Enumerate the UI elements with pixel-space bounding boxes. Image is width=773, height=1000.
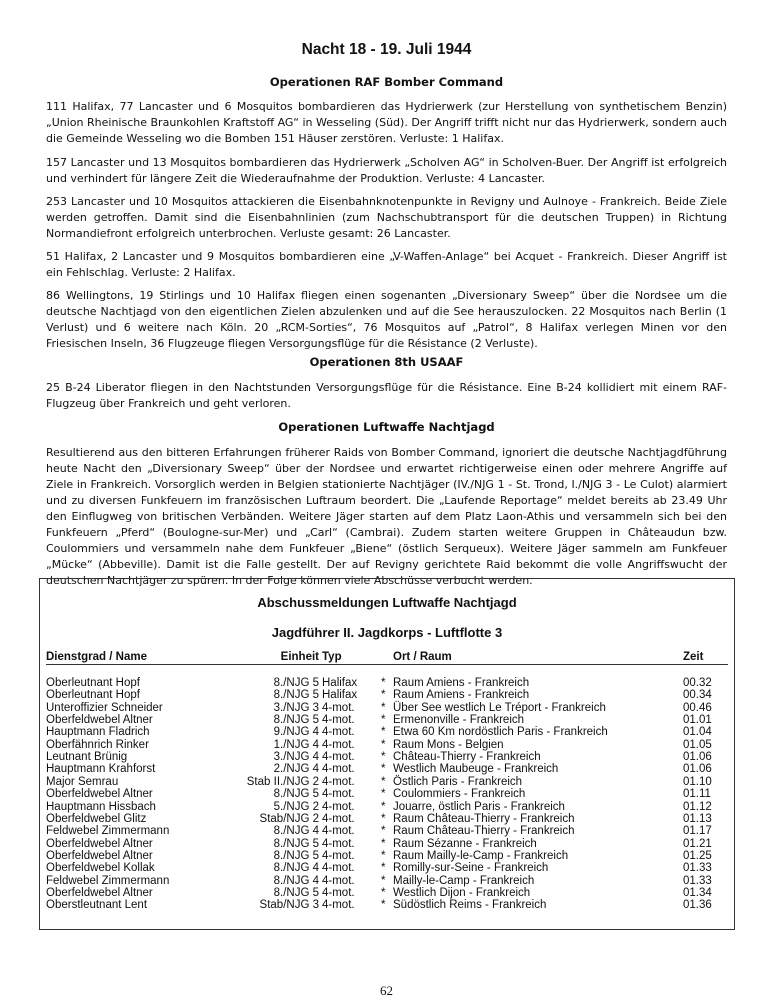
cell-marker: * [381,800,386,813]
paragraph-diversionary-sweep: 86 Wellingtons, 19 Stirlings und 10 Halifax fliegen einen sogenanten „Diversionary Sweep“ über die Nordsee um die deutsche Nachtjagd von den eigentlichen Zielen abzulenken und auf die See herauszulocken. 22 Mosquitos nach Berlin (1 Verlust) und 6 weitere nach Köln. 20 „RCM-Sorties“, 76 Mosquitos auf „Patrol“, 8 Halifax verlegen Minen vor den Friesischen Inseln, 36 Flugzeuge fliegen Versorgungsflüge für die Résistance (2 Verluste). [46,289,727,350]
cell-typ: 4-mot. [322,714,355,727]
table-row [0,788,773,801]
cell-zeit: 01.36 [683,899,712,912]
cell-unit: 9./NJG 4 [273,726,319,739]
cell-typ: 4-mot. [322,800,355,813]
table-row [0,677,773,690]
cell-unit: Stab II./NJG 2 [246,775,319,788]
cell-ort: Östlich Paris - Frankreich [393,775,523,788]
cell-zeit: 00.32 [683,677,712,689]
table-subtitle: Jagdführer II. Jagdkorps - Luftflotte 3 [271,625,503,640]
cell-zeit: 01.21 [683,837,712,850]
header-ort: Ort / Raum [393,651,452,663]
cell-marker: * [381,899,386,912]
cell-name: Hauptmann Krahforst [46,763,156,776]
cell-zeit: 01.13 [683,812,712,825]
cell-typ: 4-mot. [322,837,355,850]
cell-ort: Château-Thierry - Frankreich [393,751,541,764]
cell-zeit: 01.06 [683,751,712,764]
cell-zeit: 01.11 [683,788,711,801]
cell-marker: * [381,701,386,714]
cell-unit: 3./NJG 3 [273,701,319,714]
cell-marker: * [381,714,386,727]
cell-marker: * [381,788,386,801]
cell-name: Oberstleutnant Lent [46,899,148,912]
page-number: 62 [380,983,393,998]
table-row [0,887,773,900]
cell-ort: Jouarre, östlich Paris - Frankreich [393,800,565,813]
cell-name: Oberfeldwebel Altner [46,714,153,727]
cell-marker: * [381,886,386,899]
page-title: Nacht 18 - 19. Juli 1944 [301,41,472,58]
table-row [0,689,773,702]
cell-typ: 4-mot. [322,775,355,788]
cell-unit: Stab/NJG 2 [259,812,319,825]
cell-marker: * [381,849,386,862]
table-row [0,801,773,814]
cell-unit: 5./NJG 2 [273,800,319,813]
cell-zeit: 01.33 [683,874,712,887]
cell-typ: 4-mot. [322,751,355,764]
paragraph-scholven: 157 Lancaster und 13 Mosquitos bombardieren das Hydrierwerk „Scholven AG“ in Scholven-Buer. Der Angriff ist erfolgreich und verhindert für längere Zeit die Wiederaufnahme der Produktion. Verluste: 4 Lancaster. [46,156,727,185]
cell-unit: 8./NJG 5 [273,788,319,801]
cell-ort: Westlich Dijon - Frankreich [393,886,531,899]
cell-name: Major Semrau [46,775,119,788]
table-row [0,838,773,851]
cell-name: Hauptmann Fladrich [46,726,150,739]
cell-ort: Raum Amiens - Frankreich [393,677,530,689]
cell-unit: 1./NJG 4 [273,738,319,751]
cell-zeit: 00.46 [683,701,712,714]
section-heading-bomber-command: Operationen RAF Bomber Command [269,75,504,89]
cell-name: Feldwebel Zimmermann [46,825,170,838]
cell-marker: * [381,751,386,764]
cell-unit: 8./NJG 5 [273,714,319,727]
paragraph-nachtjagd: Resultierend aus den bitteren Erfahrungen früherer Raids von Bomber Command, ignoriert die deutsche Nachtjagdführung heute Nacht den „Diversionary Sweep“ über der Nordsee und erwartet richtigerweise einen oder mehrere Angriffe auf Ziele in Frankreich. Vorsorglich werden in Belgien stationierte Nachtjäger (IV./NJG 1 - St. Trond, I./NJG 3 - Le Culot) alarmiert und zu diversen Funkfeuern im französischen Luftraum beordert. Die „Laufende Reportage“ meldet bereits ab 23.49 Uhr den Einflugweg von britischen Verbänden. Weitere Jäger starten auf dem Platz Laon-Athis und versammeln sich bei den Funkfeuern „Pferd“ (Boulogne-sur-Mer) und „Carl“ (Cambrai). Zudem starten weitere Gruppen in Châteaudun bzw. Coulommiers und versammeln nahe dem Funkfeuer „Biene“ (östlich Serqueux). Weitere Jäger sammeln am Funkfeuer „Mücke“ (Abbeville). Damit ist die Falle gestellt. Der auf Revigny gerichtete Raid bekommt die volle Angriffswucht der deutschen Nachtjäger zu spüren. In der Folge können viele Abschüsse verbucht werden. [46,446,727,587]
table-row [0,899,773,912]
cell-ort: Über See westlich Le Tréport - Frankreich [393,701,606,714]
cell-ort: Westlich Maubeuge - Frankreich [393,763,559,776]
cell-ort: Raum Château-Thierry - Frankreich [393,812,575,825]
cell-zeit: 01.25 [683,849,712,862]
cell-typ: 4-mot. [322,726,355,739]
cell-ort: Raum Mons - Belgien [393,738,504,751]
cell-unit: 8./NJG 4 [273,825,319,838]
cell-name: Oberfeldwebel Altner [46,788,153,801]
cell-typ: 4-mot. [322,862,355,875]
cell-name: Oberfeldwebel Altner [46,849,153,862]
header-unit: Einheit [280,651,319,663]
cell-ort: Raum Amiens - Frankreich [393,689,530,702]
cell-name: Unteroffizier Schneider [46,701,163,714]
cell-name: Oberfeldwebel Glitz [46,812,147,825]
table-row [0,702,773,715]
table-row [0,739,773,752]
paragraph-wesseling: 111 Halifax, 77 Lancaster und 6 Mosquitos bombardieren das Hydrierwerk (zur Herstellung von synthetischem Benzin) „Union Rheinische Braunkohlen Kraftstoff AG“ in Wesseling (Süd). Der Angriff trifft nicht nur das Hydrierwerk, sondern auch die Gemeinde Wesseling wo die Bomben 151 Häuser zerstören. Verluste: 1 Halifax. [46,100,727,145]
cell-zeit: 00.34 [683,689,712,702]
table-row [0,751,773,764]
cell-marker: * [381,775,386,788]
cell-name: Feldwebel Zimmermann [46,874,170,887]
table-header [0,651,773,665]
cell-typ: Halifax [322,689,358,702]
cell-unit: 8./NJG 5 [273,677,319,689]
cell-typ: 4-mot. [322,886,355,899]
cell-unit: 3./NJG 4 [273,751,319,764]
cell-name: Oberleutnant Hopf [46,677,140,689]
paragraph-acquet: 51 Halifax, 2 Lancaster und 9 Mosquitos bombardieren eine „V-Waffen-Anlage“ bei Acquet - Frankreich. Dieser Angriff ist ein Fehlschlag. Verluste: 2 Halifax. [46,250,727,279]
cell-name: Oberfeldwebel Altner [46,886,153,899]
cell-ort: Raum Château-Thierry - Frankreich [393,825,575,838]
cell-name: Leutnant Brünig [46,751,128,764]
cell-unit: 2./NJG 4 [273,763,319,776]
table-title: Abschussmeldungen Luftwaffe Nachtjagd [257,595,517,610]
cell-marker: * [381,874,386,887]
cell-marker: * [381,726,386,739]
cell-ort: Ermenonville - Frankreich [393,714,525,727]
cell-typ: 4-mot. [322,788,355,801]
table-row [0,726,773,739]
table-row [0,875,773,888]
header-name: Dienstgrad / Name [46,651,147,663]
cell-zeit: 01.12 [683,800,712,813]
table-row [0,813,773,826]
cell-unit: Stab/NJG 3 [259,899,319,912]
table-row [0,862,773,875]
table-row [0,850,773,863]
cell-name: Oberfeldwebel Altner [46,837,153,850]
cell-name: Oberleutnant Hopf [46,689,140,702]
cell-unit: 8./NJG 4 [273,862,319,875]
cell-marker: * [381,812,386,825]
cell-typ: 4-mot. [322,812,355,825]
cell-unit: 8./NJG 4 [273,874,319,887]
cell-ort: Romilly-sur-Seine - Frankreich [393,862,549,875]
cell-typ: 4-mot. [322,738,355,751]
cell-zeit: 01.17 [683,825,712,838]
cell-unit: 8./NJG 5 [273,689,319,702]
cell-ort: Mailly-le-Camp - Frankreich [393,874,535,887]
cell-zeit: 01.34 [683,886,712,899]
cell-marker: * [381,862,386,875]
cell-typ: 4-mot. [322,899,355,912]
cell-typ: 4-mot. [322,825,355,838]
cell-name: Oberfeldwebel Kollak [46,862,155,875]
table-row [0,776,773,789]
cell-typ: 4-mot. [322,701,355,714]
cell-unit: 8./NJG 5 [273,849,319,862]
cell-marker: * [381,738,386,751]
cell-name: Hauptmann Hissbach [46,800,156,813]
cell-typ: 4-mot. [322,849,355,862]
cell-unit: 8./NJG 5 [273,886,319,899]
cell-zeit: 01.01 [683,714,712,727]
header-divider [46,664,728,665]
table-row [0,714,773,727]
cell-marker: * [381,825,386,838]
cell-zeit: 01.04 [683,726,712,739]
cell-marker: * [381,763,386,776]
cell-unit: 8./NJG 5 [273,837,319,850]
cell-marker: * [381,837,386,850]
cell-marker: * [381,677,386,689]
cell-ort: Etwa 60 Km nordöstlich Paris - Frankreich [393,726,608,739]
cell-ort: Raum Sézanne - Frankreich [393,837,537,850]
table-row [0,763,773,776]
cell-typ: Halifax [322,677,358,689]
paragraph-revigny: 253 Lancaster und 10 Mosquitos attackieren die Eisenbahnknotenpunkte in Revigny und Aulnoye - Frankreich. Beide Ziele werden getroffen. Damit sind die Eisenbahnlinien (zum Nachschubtransport für die deutschen Truppen) in Richtung Normandiefront erfolgreich unterbrochen. Verluste gesamt: 26 Lancaster. [46,195,727,240]
cell-zeit: 01.33 [683,862,712,875]
cell-ort: Coulommiers - Frankreich [393,788,526,801]
cell-name: Oberfähnrich Rinker [46,738,149,751]
header-typ: Typ [322,651,342,663]
cell-zeit: 01.05 [683,738,712,751]
table-row [0,825,773,838]
section-heading-luftwaffe: Operationen Luftwaffe Nachtjagd [278,420,495,434]
cell-marker: * [381,689,386,702]
cell-zeit: 01.10 [683,775,712,788]
cell-ort: Raum Mailly-le-Camp - Frankreich [393,849,569,862]
cell-typ: 4-mot. [322,763,355,776]
section-heading-usaaf: Operationen 8th USAAF [309,355,464,369]
cell-typ: 4-mot. [322,874,355,887]
cell-zeit: 01.06 [683,763,712,776]
cell-ort: Südöstlich Reims - Frankreich [393,899,547,912]
header-zeit: Zeit [683,651,704,663]
paragraph-liberator: 25 B-24 Liberator fliegen in den Nachtstunden Versorgungsflüge für die Résistance. Eine B-24 kollidiert mit einem RAF-Flugzeug über Frankreich und geht verloren. [46,381,727,410]
